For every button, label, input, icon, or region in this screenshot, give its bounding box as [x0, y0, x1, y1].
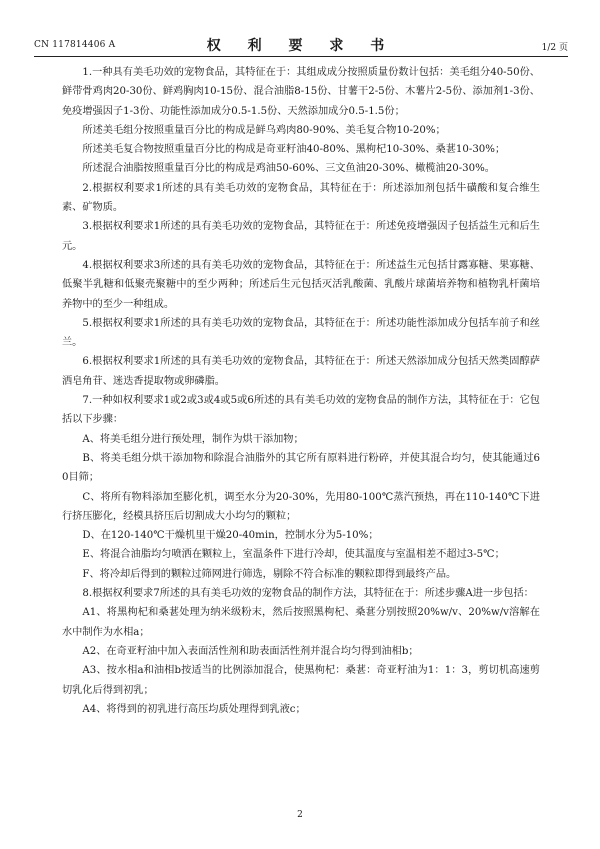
claim-1-paragraph: 1.一种具有美毛功效的宠物食品，其特征在于：其组成成分按照质量份数计包括：美毛组分40-50份、鲜带骨鸡肉20-30份、鲜鸡胸肉10-15份、混合油脂8-15份、甘薯干2-5份、木薯片2-5份、添加剂1-3份、免疫增强因子1-3份、功能性添加成分0.5-1.5份、天然添加成分0.5-1.5份； — [62, 67, 540, 117]
claim-1-beauty-component: 所述美毛组分按照重量百分比的构成是鲜乌鸡肉80-90%、美毛复合物10-20%； — [82, 124, 446, 136]
claim-7-step-a: A、将美毛组分进行预处理，制作为烘干添加物； — [82, 433, 304, 445]
claim-8-step-a1: A1、将黑枸杞和桑葚处理为纳米级粉末，然后按照黑枸杞、桑葚分别按照20%w/v、20%w/v溶解在水中制作为水相a； — [62, 607, 540, 638]
claim-8-step-a4: A4、将得到的初乳进行高压均质处理得到乳液c； — [82, 703, 306, 715]
claim-7-step-e: E、将混合油脂均匀喷洒在颗粒上，室温条件下进行冷却，使其温度与室温相差不超过3-5℃； — [82, 549, 505, 561]
claim-7-paragraph: 7.一种如权利要求1或2或3或4或5或6所述的具有美毛功效的宠物食品的制作方法，其特征在于：它包括以下步骤： — [62, 395, 540, 426]
page-number: 2 — [297, 810, 303, 820]
claim-3-paragraph: 3.根据权利要求1所述的具有美毛功效的宠物食品，其特征在于：所述免疫增强因子包括益生元和后生元。 — [62, 221, 540, 252]
page-header — [34, 33, 568, 55]
claim-7-step-f: F、将冷却后得到的颗粒过筛网进行筛选，剔除不符合标准的颗粒即得到最终产品。 — [82, 568, 457, 580]
claim-2-paragraph: 2.根据权利要求1所述的具有美毛功效的宠物食品，其特征在于：所述添加剂包括牛磺酸和复合维生素、矿物质。 — [62, 182, 540, 214]
publication-number: CN 117814406 A — [34, 40, 116, 50]
document-title: 权 利 要 求 书 — [206, 38, 396, 54]
claim-1-beauty-complex: 所述美毛复合物按照重量百分比的构成是奇亚籽油40-80%、黑枸杞10-30%、桑葚10-30%； — [82, 144, 506, 156]
claim-4-paragraph: 4.根据权利要求3所述的具有美毛功效的宠物食品，其特征在于：所述益生元包括甘露寡糖、果寡糖、低聚半乳糖和低聚壳聚糖中的至少两种；所述后生元包括灭活乳酸菌、乳酸片球菌培养物和植物乳杆菌培养物中的至少一种组成。 — [62, 259, 540, 310]
page-count: 1/2 页 — [541, 43, 568, 53]
claim-7-step-b: B、将美毛组分烘干添加物和除混合油脂外的其它所有原料进行粉碎，并使其混合均匀，使其能通过60目筛； — [62, 452, 540, 484]
claims-body — [62, 63, 540, 719]
claim-8-step-a2: A2、在奇亚籽油中加入表面活性剂和助表面活性剂并混合均匀得到油相b； — [82, 645, 419, 657]
claim-1-mixed-oil: 所述混合油脂按照重量百分比的构成是鸡油50-60%、三文鱼油20-30%、橄榄油20-30%。 — [82, 163, 495, 175]
claim-5-paragraph: 5.根据权利要求1所述的具有美毛功效的宠物食品，其特征在于：所述功能性添加成分包括车前子和丝兰。 — [62, 317, 540, 349]
claim-7-step-c: C、将所有物料添加至膨化机，调至水分为20-30%，先用80-100℃蒸汽预热，再在110-140℃下进行挤压膨化，经模具挤压后切割成大小均匀的颗粒； — [62, 491, 540, 522]
header-divider — [34, 56, 568, 57]
claim-6-paragraph: 6.根据权利要求1所述的具有美毛功效的宠物食品，其特征在于：所述天然添加成分包括天然类固醇萨洒皂角苷、迷迭香提取物或卵磷脂。 — [62, 356, 540, 387]
claim-7-step-d: D、在120-140℃干燥机里干燥20-40min，控制水分为5-10%； — [82, 530, 379, 542]
claim-8-paragraph: 8.根据权利要求7所述的具有美毛功效的宠物食品的制作方法，其特征在于：所述步骤A进一步包括： — [82, 588, 534, 600]
claim-8-step-a3: A3、按水相a和油相b按适当的比例添加混合，使黑枸杞：桑葚：奇亚籽油为1：1：3，剪切机高速剪切乳化后得到初乳； — [62, 665, 540, 696]
